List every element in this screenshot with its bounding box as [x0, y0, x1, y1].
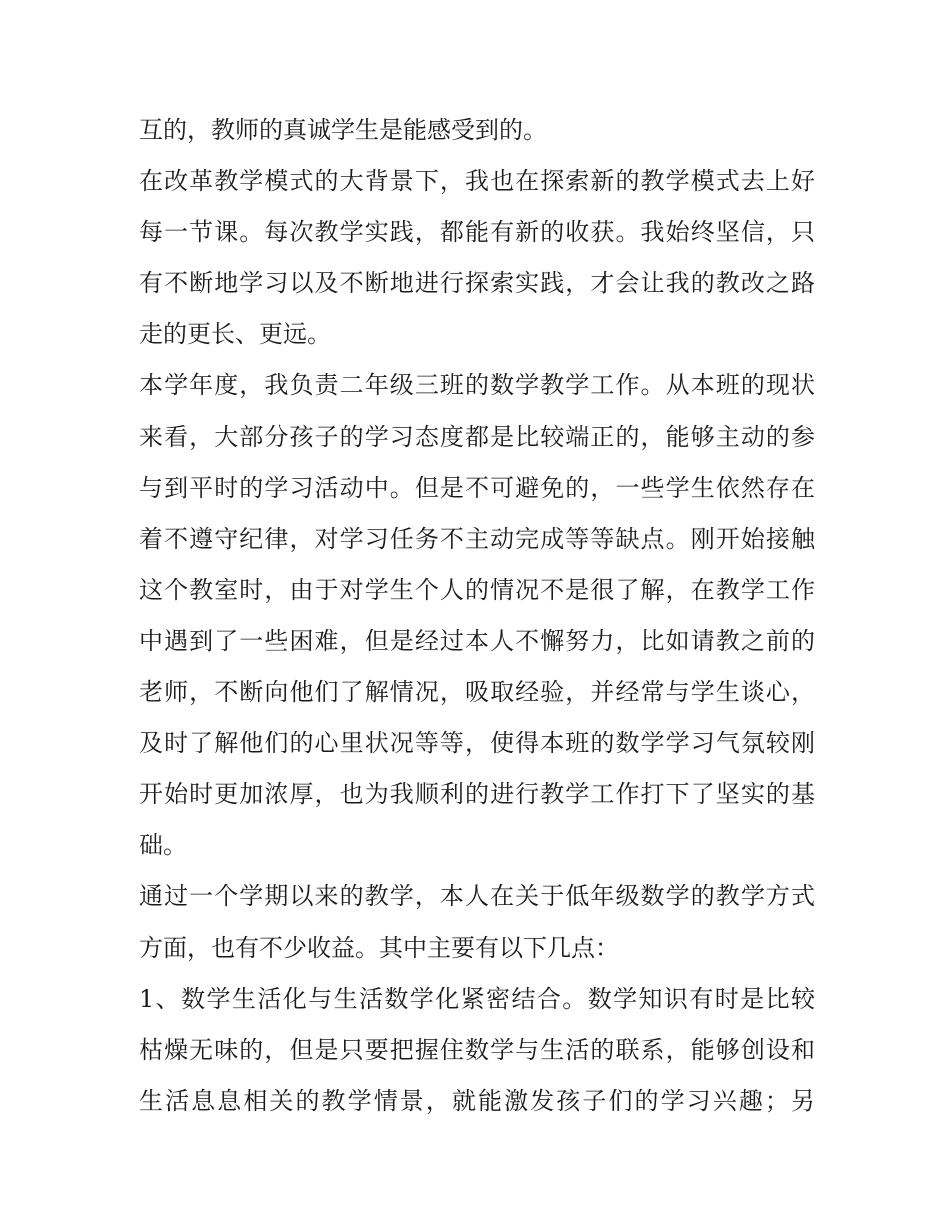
text-line: 础。: [139, 831, 187, 860]
text-line: 开始时更加浓厚，也为我顺利的进行教学工作打下了坚实的基: [139, 780, 815, 809]
text-line: 枯燥无味的，但是只要把握住数学与生活的联系，能够创设和: [139, 1035, 815, 1064]
text-line: 在改革教学模式的大背景下，我也在探索新的教学模式去上好: [139, 167, 815, 196]
text-line: 生活息息相关的教学情景，就能激发孩子们的学习兴趣；另: [139, 1086, 815, 1115]
text-line: 这个教室时，由于对学生个人的情况不是很了解，在教学工作: [139, 575, 815, 604]
text-line: 来看，大部分孩子的学习态度都是比较端正的，能够主动的参: [139, 422, 815, 451]
text-line: 方面，也有不少收益。其中主要有以下几点：: [139, 933, 619, 962]
text-line: 有不断地学习以及不断地进行探索实践，才会让我的教改之路: [139, 269, 815, 298]
text-line: 互的，教师的真诚学生是能感受到的。: [139, 116, 547, 144]
text-line: 中遇到了一些困难，但是经过本人不懈努力，比如请教之前的: [139, 626, 815, 655]
text-line: 1、数学生活化与生活数学化紧密结合。数学知识有时是比较: [139, 984, 815, 1013]
text-line: 与到平时的学习活动中。但是不可避免的，一些学生依然存在: [139, 473, 815, 502]
text-line: 老师，不断向他们了解情况，吸取经验，并经常与学生谈心，: [139, 678, 815, 707]
text-line: 通过一个学期以来的教学，本人在关于低年级数学的教学方式: [139, 882, 815, 911]
text-line: 每一节课。每次教学实践，都能有新的收获。我始终坚信，只: [139, 218, 815, 247]
text-line: 走的更长、更远。: [139, 320, 331, 349]
text-line: 本学年度，我负责二年级三班的数学教学工作。从本班的现状: [139, 371, 815, 400]
text-line: 及时了解他们的心里状况等等，使得本班的数学学习气氛较刚: [139, 729, 815, 758]
text-line: 着不遵守纪律，对学习任务不主动完成等等缺点。刚开始接触: [139, 524, 815, 553]
document-body: [139, 110, 815, 1132]
